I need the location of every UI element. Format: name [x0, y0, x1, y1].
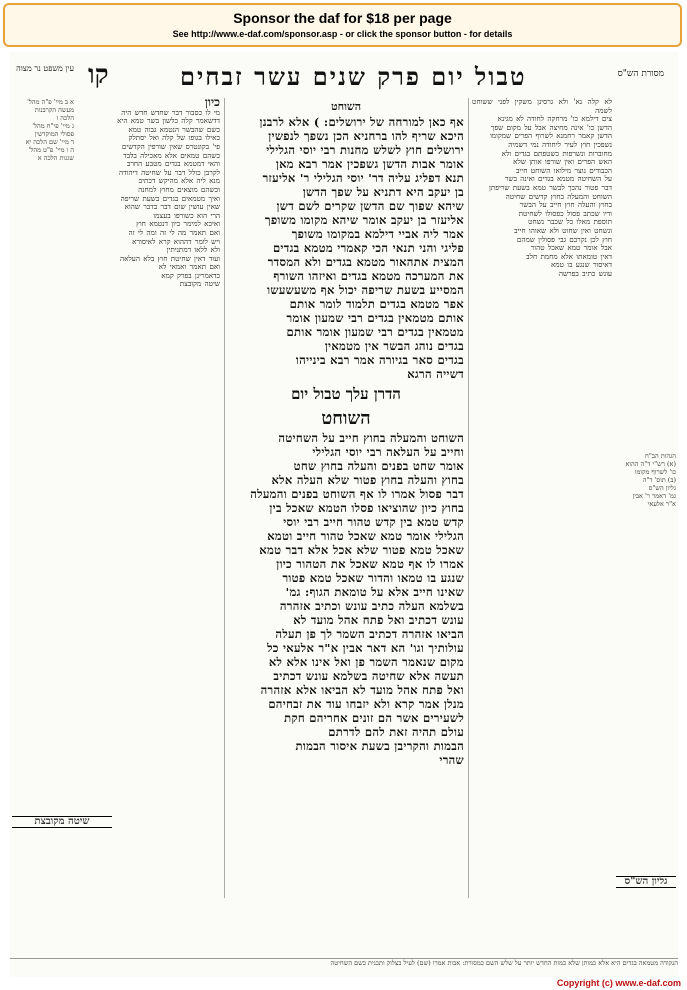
daf-number: קו — [88, 60, 109, 90]
rashi-line: על השחיטה מטמא בגדים ואינה בשר — [504, 174, 612, 184]
rashi-line: הדשן כו' אינה מחיצה אבל על מקום שפך — [490, 122, 612, 132]
gemara-line: תעשה אלא שחיטה בשלמא עונש דכתיב — [273, 669, 464, 683]
tosafot-line: ולא ללאו דמתניתין — [166, 245, 220, 255]
hagahot-column — [616, 452, 676, 872]
gilyon-title: גליון הש"ס — [616, 876, 676, 888]
ein-mishpat-line: א ב מיי' פ"ה מהל' — [27, 98, 74, 106]
rashi-line: דאיסור שנגע בו טמא — [550, 260, 612, 270]
gemara-line: הביאו אזהרה דכתיב השמר לך פן תעלה — [275, 627, 464, 641]
tosafot-line: ואיך מטמאים בגדים בשעת שריפה — [120, 193, 220, 203]
gemara-line: קדש טמא בין קדש טהור חייב רבי יוסי — [283, 515, 464, 529]
hagahot-line: גמ' דאמר ר' אבין — [632, 492, 676, 500]
gemara-line: אף כאן למורחה של ירושלים: ) אלא לרבנן — [259, 115, 464, 129]
rashi-line: עונש כתיב בפרשה — [558, 268, 612, 278]
rashi-line: צים דילמא כו' מרחקה לחודה לא מגינא — [497, 114, 612, 124]
shita-box — [12, 812, 112, 892]
hagahot-line: כו' לשרוף מקומו — [634, 468, 676, 476]
rashi-line: השוחט והמעלה בחוץ קדשים שחיטה — [505, 191, 612, 201]
gemara-text-1 — [228, 115, 464, 381]
hagahot-line: גליון הש"ס — [648, 484, 676, 492]
rashi-line: ונשחט ואין שחוט ולא שאוהו חייב — [514, 225, 612, 235]
rashi-line: תוספת מאלו כל שכבר נשחט — [528, 217, 612, 227]
tosafot-opening: כיון — [204, 98, 220, 109]
mesorah-heading: מסורת הש"ס — [617, 69, 664, 79]
gemara-line: אומר שחט בפנים והעלה בחוץ שחט — [293, 459, 464, 473]
ein-mishpat-line: שגגות הלכה א — [37, 154, 74, 162]
gemara-line: השוחט והמעלה בחוץ חייב על השחיטה — [278, 431, 464, 445]
rashi-line: חוץ לכן נקרבם גבי פסולין שמהם — [516, 234, 612, 244]
rashi-line: בחוץ והעלה חוץ חייב על הבשר — [519, 200, 612, 210]
tosafot-line: כשהם טמאים אלא מאכילה בלבד — [123, 150, 220, 160]
tosafot-column — [78, 98, 220, 858]
gemara-line: עולם תהיה זאת להם לדרתם — [328, 725, 464, 739]
gemara-line: הגלילי אומר טמא שאכל טהור חייב וטמא — [267, 529, 464, 543]
tosafot-line: ויש לומר דההוא קרא לאיסורא — [132, 236, 220, 246]
tosafot-line: כאילו בגופו של קלה ואל יסתלק — [128, 133, 220, 143]
rashi-line: אבל אומר טמא שאכל טהור — [530, 243, 612, 253]
gemara-line: בחוץ והעלה בחוץ פטור שלא העלה אלא — [271, 473, 464, 487]
gemara-line: הבמות והקריבן בשעת איסור הבמות — [295, 739, 464, 753]
tosafot-line: והאי דמטמא בגדים מטבע החרב — [126, 159, 220, 169]
ein-mishpat-line: מעשה הקרבנות — [34, 106, 74, 114]
gemara-line: המסייע בשעת שריפה יכול אף משעשעשו — [267, 283, 464, 297]
gemara-line: וחייב על העלאה רבי יוסי הגלילי — [312, 445, 464, 459]
rashi-column — [472, 98, 612, 858]
rashi-line: מחוברות ונשרפות כשטפתם בגדים ולא — [501, 148, 612, 158]
tosafot-line: פי' בקונטרס שאין שורפין הקדשים — [121, 141, 220, 151]
gemara-line: המצית אתהאור מטמא בגדים ולא המסדר — [267, 255, 464, 269]
perek-heading: השוחט — [321, 408, 371, 429]
tosafot-line: כשם שהבשר הנטמא גבוה טמא — [128, 124, 220, 134]
gemara-line: פליגי והני תנאי הכי קאמרי מטמא בגדים — [272, 241, 464, 255]
tosafot-line: וכשהם מוצאים מחוץ למחנה — [138, 184, 220, 194]
gemara-line: בשלמא העלה כתיב עונש וכתיב אזהרה — [279, 599, 464, 613]
tosafot-line: ואם תאמר מה לי זה ומה לי זה — [128, 227, 220, 237]
shita-title: שיטה מקובצת — [12, 816, 112, 828]
gemara-line: מטמאין בגדים רבי שמעון אומר אותם — [286, 325, 464, 339]
hadran-title: הדרן עלך טבול יום — [291, 385, 401, 403]
rashi-line: ודיו שכתב פסול כפסולו לשחיטת — [518, 208, 612, 218]
tosafot-line: הרי הוא כשורפו בעצמו — [153, 210, 220, 220]
copyright-notice[interactable]: Copyright (c) www.e-daf.com — [556, 978, 681, 988]
tosafot-line: לקרבן כולל דבר על שחיטה דיהודה — [118, 167, 220, 177]
ein-mishpat-line: ה ו מיי' פ"ט מהל' — [28, 146, 74, 154]
tosafot-line: ואיכא למימר כיון דנטמא חוץ — [136, 219, 220, 229]
gemara-line: מקום שנאמר השמר פן ואל אינו אלא לא — [268, 655, 464, 669]
gemara-column — [228, 98, 464, 918]
gemara-line: עונש דכתיב ואל פתח אהל מועד לא — [293, 613, 464, 627]
gemara-line: אמר ליה אביי דילמא במקומו משופך — [291, 227, 464, 241]
gemara-text-2 — [228, 431, 464, 767]
gemara-line: לשעירים אשר הם זונים אחריהם חקת — [284, 711, 464, 725]
rashi-line: דבר פטור נהכך לבשר טמא בשעת שריפתן — [488, 182, 612, 192]
ein-mishpat-heading: עין משפט נר מצוה — [16, 64, 74, 73]
hagahot-line: (ב) תוס' ד"ה — [642, 476, 676, 484]
gemara-line: עולותיך וגו' הא דאר אבין א"ר אלעאי כל — [267, 641, 464, 655]
ein-mishpat-line: הלכה ז — [56, 114, 74, 122]
talmud-page — [10, 52, 678, 977]
ein-mishpat-line: ד מיי' שם הלכה יא — [25, 138, 74, 146]
hagahot-line: א"ר אלעאי — [647, 500, 676, 508]
rashi-line: דאין טומאתו אלא מחמת חלב — [526, 251, 612, 261]
gemara-line: אותם מטמאין בגדים רבי שמעון אומר — [286, 311, 464, 325]
ein-mishpat-line: פסולי המוקדשין — [34, 130, 74, 138]
rashi-line: נשפכין חוץ לעיר ליחודה נמי דשמיה — [508, 139, 612, 149]
hagahot-line: (א) רש"י ד"ה ההוא — [625, 460, 676, 468]
gemara-line: שנגע בו טמאו והדור שאכל טמא פטור — [282, 571, 464, 585]
hagahot-line: הגהות הב"ח — [644, 452, 676, 460]
gemara-line: בחוץ כיון שהוציאו פסלו הטמא שאכל בין — [269, 501, 464, 515]
gemara-line: תנא דפליג עליה דר' יוסי הגלילי ר' אליעזר — [262, 171, 464, 185]
page-header — [10, 58, 678, 92]
tosafot-line: שאין עושין שום דבר בדבר שהוא — [124, 202, 220, 212]
tosafot-line: מנא ליה אלא מהיקש דכתיב — [138, 176, 220, 186]
ein-mishpat-line: ג מיי' פי"ח מהל' — [32, 122, 74, 130]
gemara-line: שהרי — [439, 753, 464, 767]
rashi-line: האש הפרים ואין שורפו אותן שלא — [513, 157, 612, 167]
gemara-line: דבר פסול אמרו לו אף השוחט בפנים והמעלה — [250, 487, 464, 501]
tosafot-line: ואם תאמר ואמאי לא — [158, 262, 220, 272]
tosafot-line: כדאמרינן בפרק קמא — [161, 270, 220, 280]
sponsor-subtitle: See http://www.e-daf.com/sponsor.asp - or click the sponsor button - for details — [172, 29, 513, 39]
tosafot-line: שיטה מקובצת — [179, 279, 220, 289]
gemara-line: אומר אבות הדשן גשפכין אמר רבא מאן — [275, 157, 464, 171]
gemara-line: אליעזר בן יעקב אומר שיהא מקומו משופך — [264, 213, 464, 227]
gemara-line: את המערכה מטמא בגדים ואיזהו השורף — [273, 269, 464, 283]
gemara-line: בגדים נוהג הבשר אין מטמאין — [324, 339, 464, 353]
rashi-line: לא קלה נא' ולא גרסינן משקין לפני ששוחט לשמה — [472, 98, 612, 115]
tosafot-line: דדשאמר קלה כלשון בשר טמא היא — [117, 116, 220, 126]
gilyon-box — [616, 872, 676, 932]
gemara-line: אפר מטמא בגדים תלמוד לומר אותם — [289, 297, 464, 311]
tosafot-line: ועוד דאין שחיטת חוץ בלא העלאה — [119, 253, 220, 263]
gemara-line: ואל פתח אהל מועד לא הביאו אלא אזהרה — [260, 683, 464, 697]
rashi-line: הדשן קאמר רחמנא לשרוף הפרים שמקומו — [489, 131, 612, 141]
gemara-line: שאינו חייב אלא על טומאת הגוף: גמ' — [285, 585, 464, 599]
gemara-line: דשייה הרגא — [407, 367, 464, 381]
ein-mishpat-column — [12, 98, 74, 798]
sponsor-title: Sponsor the daf for $18 per page — [233, 10, 452, 26]
rashi-opening: השוחט — [330, 100, 362, 113]
page-footer: הנקודה מטמאה בגדים היא אלא כמותן שלא כמות החדש יותר על שלש השם כמסורת: אבות אמרו (שם) לעיל בצלוק ותכנית כשם השחיטה — [10, 958, 678, 977]
gemara-line: ירושלים חוץ לשלש מחנות רבי יוסי הגלילי — [266, 143, 464, 157]
rashi-line: הכבודים נוצר מילואו השוחט חייב — [515, 165, 612, 175]
gemara-line: היכא שריף להו ברחניא הכן נשפך לנפשין — [268, 129, 464, 143]
page-title: טבול יום פרק שנים עשר זבחים — [180, 62, 527, 91]
gemara-line: בן יעקב היא דתניא על שפך הדשן — [302, 185, 464, 199]
sponsor-banner[interactable] — [3, 3, 682, 47]
gemara-line: אמרו לו אף טמא שאכל את הטהור כיון — [276, 557, 464, 571]
gemara-line: שיהא שפוך שם הדשן שקרים לשם דשן — [276, 199, 464, 213]
gemara-line: שאכל טמא פטור שלא אכל אלא דבר טמא — [259, 543, 464, 557]
gemara-line: בגדים סאר בגיורה אמר רבא בינייהו — [295, 353, 464, 367]
tosafot-line: מי לו כסבור דבר שחדש חדש היה — [121, 107, 220, 117]
gemara-line: מנלן אמר קרא ולא יזבחו עוד את זבחיהם — [268, 697, 464, 711]
